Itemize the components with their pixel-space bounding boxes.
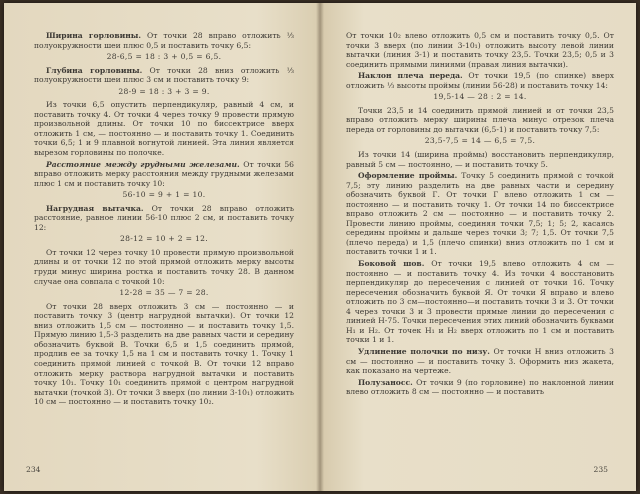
paragraph — [34, 31, 294, 50]
paragraph — [34, 66, 294, 85]
paragraph — [34, 100, 294, 157]
formula: 28-12 = 10 + 2 = 12. — [119, 234, 209, 244]
paragraph-text: От точки 28 вниз отложить ⅓ полуокружности шеи плюс 3 см и поставить точку 9: — [34, 65, 294, 85]
paragraph — [346, 347, 614, 376]
paragraph-text: От точки 19,5 влево отложить 4 см — постоянно — и поставить точку 4. Из точки 4 восстановить перпендикуляр до пересечения с линией от точки 16. Точку пересечения обозначить буквой Я. От точки Я вправо и влево отложить по 3 см—постоянно—и поставить точки 3 и 3. От точки 4 через точки 3 и 3 провести прямые линии до пересечения с линией Н-75. Точки пересечения этих линий обозначить буквами Н₁ и Н₂. От точек Н₁ и Н₂ вверх отложить по 1 см и поставить точки 1 и 1. — [346, 259, 614, 345]
right-page — [320, 3, 636, 491]
page-number: 234 — [26, 465, 41, 475]
paragraph-text: От точки 9 (по горловине) по наклонной линии влево отложить 8 см — постоянно — и поставить — [346, 377, 614, 397]
section-heading: Полузаносс. — [358, 377, 413, 387]
paragraph — [34, 248, 294, 286]
paragraph — [346, 106, 614, 135]
paragraph-text: От точки 56 вправо отложить мерку расстояния между грудными железами плюс 1 см и поставить точку 10: — [34, 159, 295, 188]
page-number: 235 — [593, 465, 608, 475]
paragraph — [346, 71, 614, 90]
formula: 19,5-14 — 28 : 2 = 14. — [433, 92, 527, 102]
paragraph-text: От точки 12 через точку 10 провести прямую произвольной длины и от точки 12 по этой прямой отложить мерку высоты груди минус ширина ростка и поставить точку 28. В данном случае она совпала с точкой 10: — [34, 247, 294, 286]
paragraph-text: От точки 28 вверх отложить 3 см — постоянно — и поставить точку 3 (центр нагрудной вытачки). От точки 12 вниз отложить 1,5 см — постоянно — и поставить точку 1,5. Прямую линию 1,5-3 разделить на две равных части и середину обозначить буквой В. Точки 6,5 и 1,5 соединить прямой, продлив ее за точку 1,5 на 1 см и поставить точку 1. Точку 1 соединить прямой линией с точкой В. От точки 12 вправо отложить мерку раствора нагрудной вытачки и поставить точку 10₁. Точку 10₁ соединить прямой с центром нагрудной вытачки (точкой 3). От точки 3 вверх (по линии 3-10₁) отложить 10 см — постоянно — и поставить точку 10₂. — [34, 301, 294, 407]
formula: 23,5-7,5 = 14 — 6,5 = 7,5. — [424, 136, 536, 146]
paragraph-text: Из точки 6,5 опустить перпендикуляр, равный 4 см, и поставить точку 4. От точки 4 через точку 9 провести прямую произвольной длины. От точки 10 по биссектрисе вверх отложить 1 см, — постоянно — и поставить точку 1. Соединить точки 6,5; 1 и 9 плавной вогнутой линией. Эта линия является вырезом горловины по полочке. — [34, 100, 294, 158]
paragraph — [34, 204, 294, 233]
paragraph-text: От точки 28 вправо отложить ⅓ полуокружности шеи плюс 0,5 и поставить точку 6,5: — [34, 31, 294, 50]
formula: 12-28 = 35 — 7 = 28. — [119, 288, 209, 298]
section-heading: Расстояние между грудными железами. — [46, 159, 240, 169]
paragraph-text: От точки 10₂ влево отложить 0,5 см и поставить точку 0,5. От точки 3 вверх (по линии 3-10₁) отложить высоту левой линии вытачки (линия 3-1) и поставить точку 23,5. Точки 23,5; 0,5 и 3 соединить прямыми линиями (правая линия вытачки). — [346, 31, 614, 69]
paragraph — [346, 150, 614, 169]
formula: 28-6,5 = 18 : 3 + 0,5 = 6,5. — [106, 52, 222, 62]
book-gutter — [316, 3, 324, 491]
section-heading: Удлинение полочки по низу. — [358, 346, 490, 356]
formula: 56-10 = 9 + 1 = 10. — [122, 190, 206, 200]
section-heading: Оформление проймы. — [358, 171, 458, 181]
section-heading: Глубина горловины. — [46, 65, 143, 75]
section-heading: Наклон плеча переда. — [358, 71, 463, 81]
paragraph-text: От точки 19,5 (по спинке) вверх отложить ⅓ высоты проймы (линии 56-28) и поставить точку 14: — [346, 71, 614, 90]
paragraph — [346, 378, 614, 397]
paragraph — [34, 160, 294, 189]
paragraph-text: Точки 23,5 и 14 соединить прямой линией и от точки 23,5 вправо отложить мерку ширины плеча минус отрезок плеча переда от горловины до вытачки (6,5-1) и поставить точку 7,5: — [346, 105, 614, 134]
paragraph — [346, 31, 614, 69]
section-heading: Ширина горловины. — [46, 31, 142, 40]
paragraph — [34, 302, 294, 407]
section-heading: Боковой шов. — [358, 259, 425, 269]
paragraph — [346, 171, 614, 257]
left-page — [4, 3, 320, 491]
formula: 28-9 = 18 : 3 + 3 = 9. — [118, 86, 210, 96]
paragraph-text: От точки Н вниз отложить 3 см — постоянно — и поставить точку 3. Оформить низ жакета, как показано на чертеже. — [346, 346, 614, 376]
paragraph-text: Из точки 14 (ширина проймы) восстановить перпендикуляр, равный 5 см — постоянно, — и поставить точку 5. — [346, 150, 614, 169]
book-spread — [4, 3, 636, 491]
section-heading: Нагрудная вытачка. — [46, 203, 144, 213]
paragraph-text: От точки 28 вправо отложить расстояние, равное линии 56-10 плюс 2 см, и поставить точку 12: — [34, 203, 294, 232]
paragraph — [346, 259, 614, 345]
paragraph-text: Точку 5 соединить прямой с точкой 7,5; эту линию разделить на две равных части и середину обозначить буквой Г. От точки Г влево отложить 1 см — постоянно — и поставить точку 1. От точки 14 по биссектрисе вправо отложить 2 см — постоянно — и поставить точку 2. Провести линию проймы, соединяя точки 7,5; 1; 5; 2, касаясь середины проймы и дальше через точки 3; 7; 1,5. От точки 7,5 (плечо переда) и 1,5 (плечо спинки) вниз отложить по 1 см и поставить точки 1 и 1. — [346, 171, 614, 257]
